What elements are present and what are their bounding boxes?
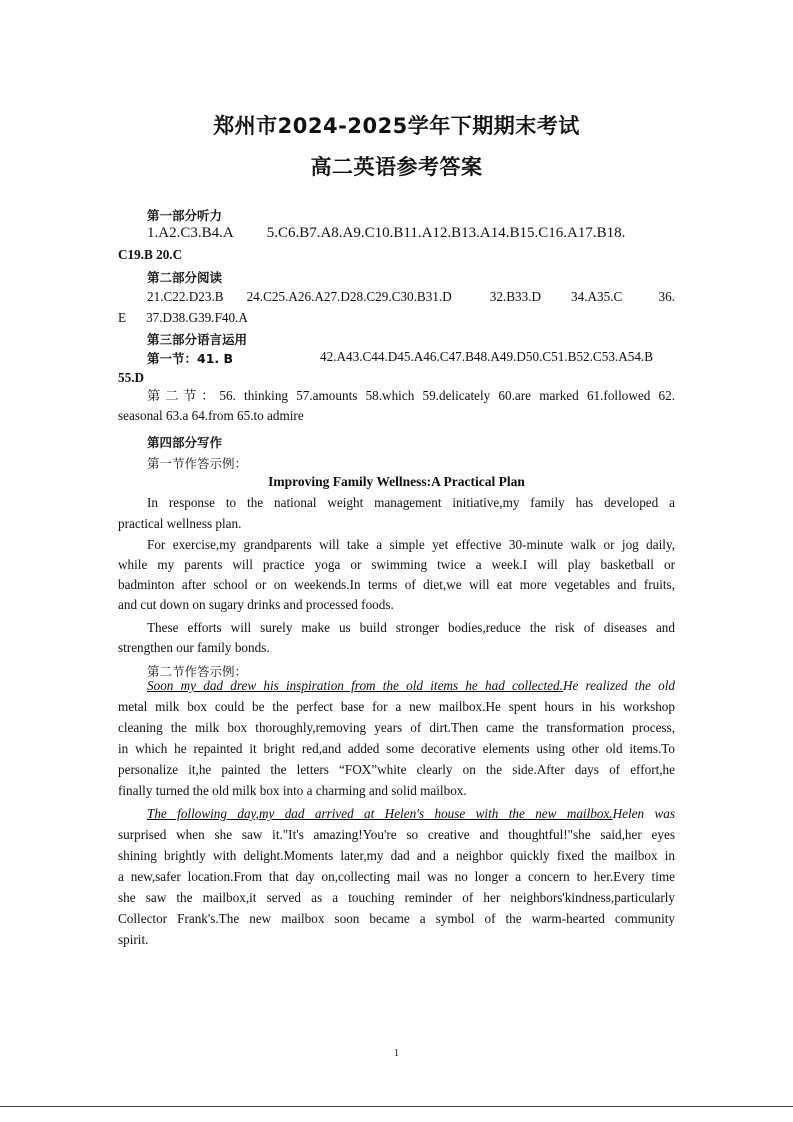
story-p1-first-line	[147, 676, 675, 696]
story-line: she saw the mailbox,it served as a touching reminder of her neighbors'kindness,particularly	[118, 890, 675, 905]
essay-line: badminton after school or on weekends.In terms of diet,we will eat more vegetables and fruits,	[118, 577, 675, 592]
part2-answers-line1	[147, 287, 675, 307]
part4-heading: 第四部分写作	[147, 435, 223, 450]
story-line: in which he repainted it bright red,and added some decorative elements using other old items.To	[118, 741, 675, 756]
part2-answers-a: 21.C22.D23.B	[147, 289, 224, 304]
part2-answers-line2	[118, 308, 675, 328]
essay-title: Improving Family Wellness:A Practical Plan	[268, 474, 525, 489]
essay-line: For exercise,my grandparents will take a simple yet effective 30-minute walk or jog daily,	[147, 537, 675, 552]
page-title: 郑州市2024-2025学年下期期末考试	[213, 114, 580, 138]
essay-line: and cut down on sugary drinks and processed foods.	[118, 597, 394, 612]
story-line: cleaning the milk box thoroughly,removing years of dirt.Then came the transformation process,	[118, 720, 675, 735]
part3-heading: 第三部分语言运用	[147, 332, 248, 347]
part1-answers-b: 5.C6.B7.A8.A9.C10.B11.A12.B13.A14.B15.C16.A17.B18.	[266, 225, 626, 241]
part3-section2-line1: 第二节：56. thinking 57.amounts 58.which 59.delicately 60.are marked 61.followed 62.	[147, 388, 675, 403]
story-line: finally turned the old milk box into a charming and solid mailbox.	[118, 783, 467, 798]
part3-section2-line2: seasonal 63.a 64.from 65.to admire	[118, 408, 304, 423]
part2-answers-d: 34.A35.C	[571, 289, 623, 304]
part2-answers-e: 36.	[658, 289, 675, 304]
essay-line: while my parents will practice yoga or swimming twice a week.I will play basketball or	[118, 557, 675, 572]
story-line: spirit.	[118, 932, 149, 947]
part3-section1-label: 第一节：41. B	[147, 351, 234, 366]
essay-line: These efforts will surely make us build stronger bodies,reduce the risk of diseases and	[147, 620, 675, 635]
part2-answers-g: 37.D38.G39.F40.A	[146, 310, 248, 325]
essay-line: practical wellness plan.	[118, 516, 242, 531]
part3-section1-line2: 55.D	[118, 370, 145, 385]
part2-heading: 第二部分阅读	[147, 270, 223, 285]
page-number: 1	[394, 1048, 399, 1059]
story-line: metal milk box could be the perfect base for a new mailbox.He spent hours in his workshop	[118, 699, 675, 714]
story-p2-first-rest: Helen was	[612, 806, 675, 821]
part1-heading: 第一部分听力	[147, 208, 223, 223]
essay-line: strengthen our family bonds.	[118, 640, 270, 655]
part4-section2-label: 第二节作答示例：	[147, 664, 248, 679]
part2-answers-c: 32.B33.D	[489, 289, 542, 304]
story-line: surprised when she saw it."It's amazing!You're so creative and thoughtful!"she said,her eyes	[118, 827, 675, 842]
essay-line: In response to the national weight management initiative,my family has developed a	[147, 495, 675, 510]
story-line: a new,safer location.From that day on,collecting mail was no longer a concern to her.Every time	[118, 869, 675, 884]
story-p2-first-line	[147, 804, 675, 824]
part2-answers-b: 24.C25.A26.A27.D28.C29.C30.B31.D	[246, 289, 452, 304]
story-line: Collector Frank's.The new mailbox soon became a symbol of the warm-hearted community	[118, 911, 675, 926]
part1-answers-line1	[147, 223, 704, 243]
part3-section1-answers: 42.A43.C44.D45.A46.C47.B48.A49.D50.C51.B52.C53.A54.B	[320, 349, 654, 364]
part1-answers-a: 1.A2.C3.B4.A	[147, 225, 234, 241]
part2-answers-f: E	[118, 310, 127, 325]
story-p2-underlined: The following day,my dad arrived at Helen's house with the new mailbox.	[147, 806, 613, 821]
part4-section1-label: 第一节作答示例：	[147, 456, 248, 471]
page-subtitle: 高二英语参考答案	[310, 155, 483, 179]
story-line: shining brightly with delight.Moments later,my dad and a neighbor quickly fixed the mailbox in	[118, 848, 675, 863]
story-p1-underlined: Soon my dad drew his inspiration from the old items he had collected.	[147, 678, 563, 693]
part1-answers-line2: C19.B 20.C	[118, 247, 183, 262]
page-bottom-rule	[0, 1106, 793, 1107]
story-line: personalize it,he painted the letters “FOX”white clearly on the side.After days of effort,he	[118, 762, 675, 777]
story-p1-first-rest: He realized the old	[562, 678, 675, 693]
